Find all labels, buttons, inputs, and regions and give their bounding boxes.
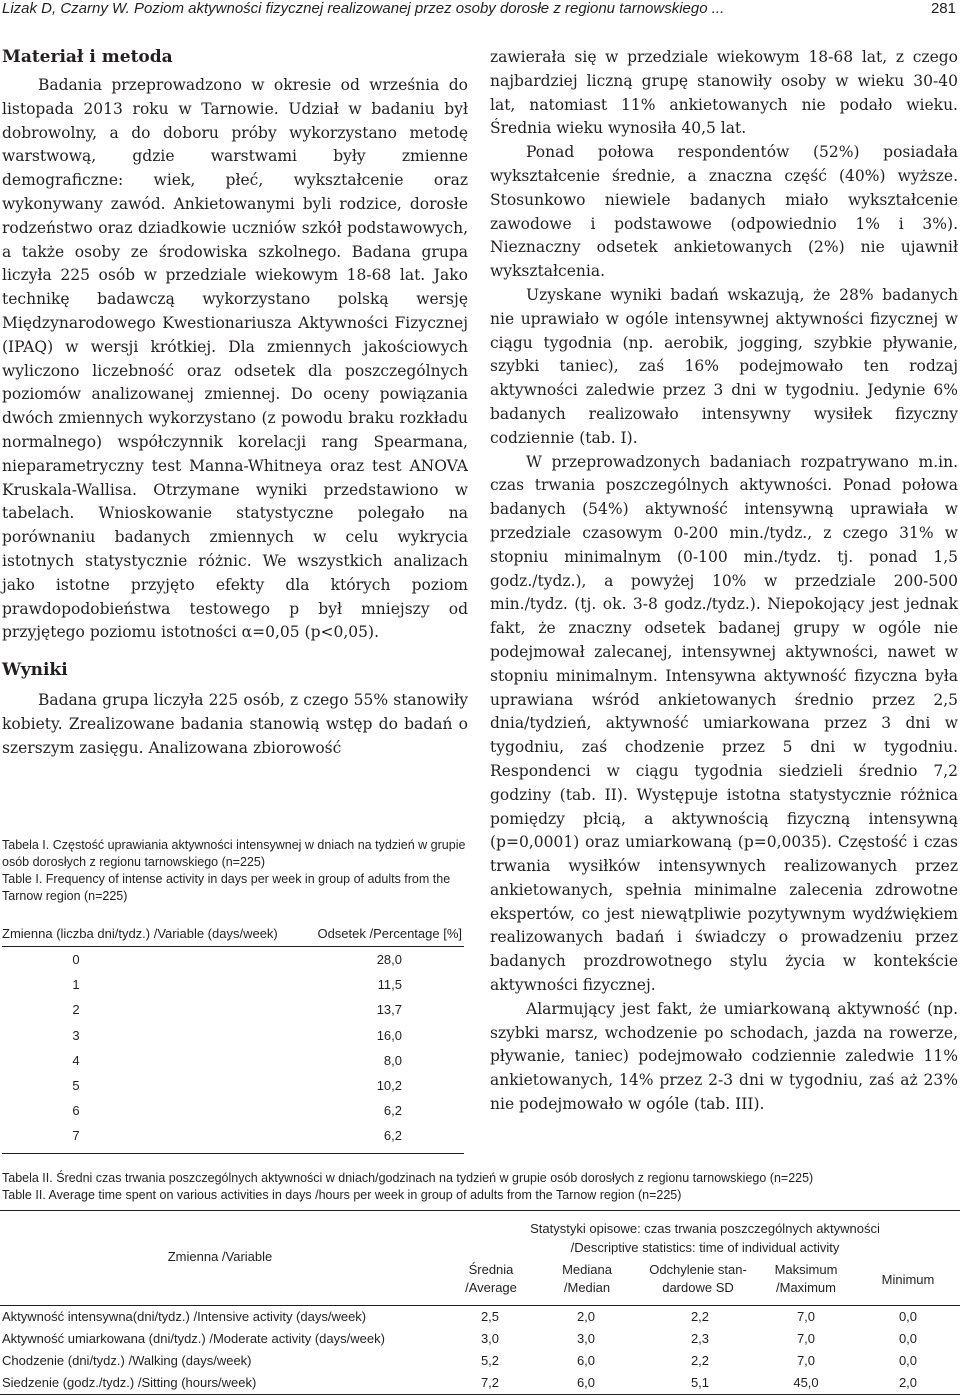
table2-header-group	[470, 1219, 940, 1257]
table2-row	[0, 1372, 960, 1394]
table1-header-variable: Zmienna (liczba dni/tydz.) /Variable (days/week)	[2, 925, 278, 941]
table2-cell-mean: 7,2	[480, 1375, 500, 1390]
table1-cell-days: 0	[72, 952, 80, 968]
table2-header-median	[552, 1261, 622, 1297]
table2-cell-mean: 5,2	[480, 1353, 500, 1368]
heading-results: Wyniki	[2, 660, 68, 681]
table2-cell-max: 45,0	[793, 1375, 819, 1390]
table1-header-row	[2, 920, 464, 947]
table2-cell-median: 6,0	[576, 1375, 596, 1390]
right-column	[490, 46, 958, 1117]
table2-cell-min: 0,0	[898, 1353, 918, 1368]
table2-header-min	[870, 1271, 946, 1289]
table2-cell-median: 6,0	[576, 1353, 596, 1368]
table1-cell-percentage: 8,0	[383, 1052, 402, 1068]
paragraph-results: Badana grupa liczyła 225 osób, z czego 55% stanowiły kobiety. Zrealizowane badania stanowią wstęp do badań o szerszym zasięgu. Analizowana zbiorowość	[2, 691, 468, 757]
table2-cell-median: 3,0	[576, 1331, 596, 1346]
table1-cell-percentage: 6,2	[383, 1103, 402, 1119]
table2-cell-variable: Aktywność umiarkowana (dni/tydz.) /Moderate activity (days/week)	[2, 1331, 385, 1346]
table2-bottom-rule	[0, 1394, 960, 1395]
table2	[0, 1210, 960, 1395]
paragraph-education: Ponad połowa respondentów (52%) posiadała wykształcenie średnie, a znaczna część (40%) wyższe. Stosunkowo niewiele badanych miało wykształcenie zawodowe i podstawowe (odpowiednio 1% i 3%). Nieznaczny odsetek ankietowanych (2%) nie ujawnił wykształcenia.	[490, 143, 958, 281]
table2-cell-max: 7,0	[796, 1309, 816, 1324]
table2-header-mean-l1: Średnia	[468, 1262, 514, 1277]
table1-caption	[2, 837, 472, 905]
table1-cell-days: 4	[72, 1052, 80, 1068]
table2-header-group-en: /Descriptive statistics: time of individual activity	[570, 1240, 840, 1255]
table2-header-sd	[638, 1261, 758, 1297]
table1-cell-percentage: 10,2	[376, 1078, 402, 1094]
table2-cell-min: 0,0	[898, 1331, 918, 1346]
table1-cell-days: 1	[72, 977, 80, 993]
paragraph-duration: W przeprowadzonych badaniach rozpatrywano m.in. czas trwania poszczególnych aktywności. Ponad połowa badanych (54%) aktywność intensywną uprawiała w przedziale czasowym 0-200 min./tydz., z czego 31% w stopniu minimalnym (0-100 min./tydz. tj. ponad 1,5 godz./tydz.), a powyżej 10% w przedziale 200-500 min./tydz. (tj. ok. 3-8 godz./tydz.). Niepokojący jest jednak fakt, że znaczny odsetek badanej grupy w ogóle nie podejmował zalecanej, intensywnej aktywności, nawet w stopniu minimalnym. Intensywna aktywność fizyczna była uprawiana wśród ankietowanych średnio przez 2,5 dnia/tydzień, aktywność umiarkowana przez 3 dni w tygodniu, zaś chodzenie przez 5 dni w tygodniu. Respondenci w ciągu tygodnia siedzieli średnio 7,2 godziny (tab. II). Występuje istotna statystycznie różnica pomiędzy płcią, a aktywnością fizyczną intensywną (p=0,0001) oraz umiarkowaną (p=0,0035). Częstość i czas trwania wysiłków intensywnych realizowanych przez ankietowanych, spełnia minimalne zalecenia zdrowotne ekspertów, co jest niewątpliwie pozytywnym wydźwiękiem realizowanych badań i świadczy o prowadzeniu przez badanych prozdrowotnego stylu życia w kontekście aktywności fizycznej.	[490, 452, 958, 995]
table2-caption-en: Table II. Average time spent on various activities in days /hours per week in group of adults from the Tarnow region (n=225)	[2, 1188, 682, 1202]
table1-cell-days: 5	[72, 1078, 80, 1094]
table1-cell-percentage: 11,5	[377, 977, 402, 993]
table1-cell-percentage: 16,0	[376, 1027, 402, 1043]
table2-row	[0, 1328, 960, 1350]
table1-row	[2, 1123, 464, 1148]
paragraph-moderate: Alarmujący jest fakt, że umiarkowaną aktywność (np. szybki marsz, wchodzenie po schodach, jazda na rowerze, pływanie, taniec) podejmowało codziennie zaledwie 11% ankietowanych, 14% przez 2-3 dni w tygodniu, zaś aż 23% nie podejmowało w ogóle (tab. III).	[490, 999, 958, 1114]
running-header	[0, 0, 960, 20]
table2-header-variable: Zmienna /Variable	[167, 1249, 273, 1264]
heading-methods: Materiał i metoda	[2, 47, 173, 67]
table1	[2, 920, 464, 1154]
table1-cell-days: 3	[72, 1027, 80, 1043]
table1-row	[2, 947, 464, 972]
table1-row	[2, 1073, 464, 1098]
table1-row	[2, 997, 464, 1022]
table2-cell-variable: Aktywność intensywna(dni/tydz.) /Intensive activity (days/week)	[2, 1309, 367, 1324]
table1-cell-days: 7	[72, 1128, 80, 1144]
table2-cell-median: 2,0	[576, 1309, 596, 1324]
table2-header-mean	[460, 1261, 522, 1297]
table1-row	[2, 1098, 464, 1123]
table1-body	[2, 947, 464, 1149]
table2-header-max-l2: /Maximum	[776, 1280, 836, 1295]
table2-cell-max: 7,0	[796, 1353, 816, 1368]
table2-header-max	[766, 1261, 846, 1297]
table1-cell-percentage: 6,2	[383, 1128, 402, 1144]
table2-header-median-l1: Mediana	[562, 1262, 612, 1277]
table2-cell-sd: 2,3	[690, 1331, 710, 1346]
table2-cell-mean: 2,5	[480, 1309, 500, 1324]
table1-cell-percentage: 28,0	[376, 952, 402, 968]
table1-cell-days: 2	[72, 1002, 80, 1018]
table2-caption-pl: Tabela II. Średni czas trwania poszczególnych aktywności w dniach/godzinach na tydzień w grupie osób dorosłych z regionu tarnowskiego (n=225)	[2, 1171, 814, 1185]
table1-caption-pl: Tabela I. Częstość uprawiania aktywności intensywnej w dniach na tydzień w grupie osób dorosłych z regionu tarnowskiego (n=225)	[2, 838, 466, 869]
table2-cell-max: 7,0	[796, 1331, 816, 1346]
table2-header-sd-l1: Odchylenie stan-	[649, 1262, 747, 1277]
table1-caption-en: Table I. Frequency of intense activity in days per week in group of adults from the Tarnow region (n=225)	[2, 872, 451, 903]
table2-cell-min: 2,0	[898, 1375, 918, 1390]
table2-header-sd-l2: dardowe SD	[662, 1280, 734, 1295]
table2-cell-sd: 2,2	[690, 1309, 710, 1324]
paragraph-methods: Badania przeprowadzono w okresie od września do listopada 2013 roku w Tarnowie. Udział w badaniu był dobrowolny, a do doboru próby wykorzystano metodę warstwową, gdzie warstwami były zmienne demograficzne: wiek, płeć, wykształcenie oraz wykonywany zawód. Ankietowanymi byli rodzice, dorosłe rodzeństwo oraz dziadkowie uczniów szkół podstawowych, a także osoby ze środowiska szkolnego. Badana grupa liczyła 225 osób w przedziale wiekowym 18-68 lat. Jako technikę badawczą wykorzystano polską wersję Międzynarodowego Kwestionariusza Aktywności Fizycznej (IPAQ) w wersji krótkiej. Dla zmiennych jakościowych wyliczono liczebność oraz odsetek dla poszczególnych poziomów analizowanej zmiennej. Do oceny powiązania dwóch zmiennych wykorzystano (z powodu braku rozkładu normalnego) współczynnik korelacji rang Spearmana, nieparametryczny test Manna-Whitneya oraz test ANOVA Kruskala-Wallisa. Otrzymane wyniki przedstawiono w tabelach. Wnioskowanie statystyczne polegało na porównaniu badanych zmiennych w celu wykrycia istotnych statystycznie różnic. We wszystkich analizach jako istotne przyjęto efekty dla których poziom prawdopodobieństwa testowego p był mniejszy od przyjętego poziomu istotności α=0,05 (p<0,05).	[2, 76, 468, 642]
table2-cell-sd: 5,1	[690, 1375, 710, 1390]
table2-row	[0, 1350, 960, 1372]
paragraph-age: zawierała się w przedziale wiekowym 18-68 lat, z czego najbardziej liczną grupę stanowiły osoby w wieku 30-40 lat, natomiast 11% ankietowanych nie podało wieku. Średnia wieku wynosiła 40,5 lat.	[490, 48, 958, 138]
page-number: 281	[930, 0, 956, 17]
table2-header-mean-l2: /Average	[465, 1280, 517, 1295]
table2-body	[0, 1306, 960, 1394]
table1-row	[2, 1048, 464, 1073]
table1-bottom-rule	[2, 1153, 464, 1154]
table1-row	[2, 1023, 464, 1048]
table1-row	[2, 972, 464, 997]
table2-cell-variable: Siedzenie (godz./tydz.) /Sitting (hours/week)	[2, 1375, 257, 1390]
table1-cell-days: 6	[72, 1103, 80, 1119]
left-column	[2, 46, 468, 761]
table2-cell-mean: 3,0	[480, 1331, 500, 1346]
table2-cell-sd: 2,2	[690, 1353, 710, 1368]
table1-cell-percentage: 13,7	[376, 1002, 402, 1018]
running-header-citation: Lizak D, Czarny W. Poziom aktywności fizycznej realizowanej przez osoby dorosłe z regionu tarnowskiego ...	[2, 0, 725, 17]
table2-header-max-l1: Maksimum	[774, 1262, 838, 1277]
table2-row	[0, 1306, 960, 1328]
table2-cell-variable: Chodzenie (dni/tydz.) /Walking (days/week)	[2, 1353, 252, 1368]
table2-header-median-l2: /Median	[563, 1280, 611, 1295]
paragraph-intensive: Uzyskane wyniki badań wskazują, że 28% badanych nie uprawiało w ogóle intensywnej aktywności fizycznej w ciągu tygodnia (np. aerobik, jogging, szybkie pływanie, szybki taniec), zaś 16% podejmowało ten rodzaj aktywności zaledwie przez 3 dni w tygodniu. Jedynie 6% badanych realizowało intensywny wysiłek fizyczny codziennie (tab. I).	[490, 285, 958, 447]
table2-header-min-l1: Minimum	[881, 1272, 935, 1287]
table1-header-percentage: Odsetek /Percentage [%]	[317, 925, 462, 941]
table2-header-group-pl: Statystyki opisowe: czas trwania poszczególnych aktywności	[530, 1221, 880, 1236]
table2-caption	[2, 1170, 958, 1204]
table2-header	[0, 1211, 960, 1306]
table2-cell-min: 0,0	[898, 1309, 918, 1324]
